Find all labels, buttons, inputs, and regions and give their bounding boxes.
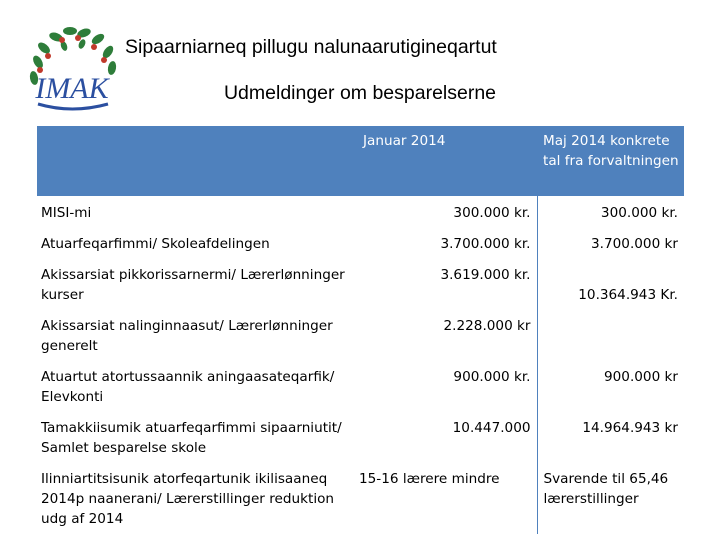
row-jan-value: 3.619.000 kr. <box>355 258 537 309</box>
table-row <box>37 227 684 258</box>
column-header-jan: Januar 2014 <box>355 126 537 196</box>
table-row <box>37 360 684 411</box>
row-label: Akissarsiat nalinginnaasut/ Lærerlønninger generelt <box>37 309 355 360</box>
column-header-maj: Maj 2014 konkrete tal fra forvaltningen <box>537 126 684 196</box>
row-maj-value: 900.000 kr <box>537 360 684 411</box>
row-maj-value: 3.700.000 kr <box>537 227 684 258</box>
row-label: Tamakkiisumik atuarfeqarfimmi sipaarniutit/ Samlet besparelse skole <box>37 411 355 462</box>
row-maj-value-merged: 10.364.943 Kr. <box>537 258 684 360</box>
row-label: Akissarsiat pikkorissarnermi/ Lærerlønninger kurser <box>37 258 355 309</box>
row-jan-value: 2.228.000 kr <box>355 309 537 360</box>
row-jan-value: 300.000 kr. <box>355 196 537 227</box>
row-label: Atuarfeqarfimmi/ Skoleafdelingen <box>37 227 355 258</box>
row-jan-value: 10.447.000 <box>355 411 537 462</box>
row-jan-value: 3.700.000 kr. <box>355 227 537 258</box>
row-maj-value: Svarende til 65,46 lærerstillinger <box>537 462 684 534</box>
row-maj-value: 14.964.943 kr <box>537 411 684 462</box>
row-label: Atuartut atortussaannik aningaasateqarfik/ Elevkonti <box>37 360 355 411</box>
page-title: Sipaarniarneq pillugu nalunaarutigineqartut <box>125 36 497 58</box>
logo-text: IMAK <box>35 72 109 105</box>
row-label: MISI-mi <box>37 196 355 227</box>
row-maj-value: 300.000 kr. <box>537 196 684 227</box>
row-jan-value: 15-16 lærere mindre <box>355 462 537 534</box>
savings-table <box>37 126 684 534</box>
table-row <box>37 258 684 309</box>
table-row <box>37 462 684 534</box>
table-row <box>37 411 684 462</box>
row-label: Ilinniartitsisunik atorfeqartunik ikilisaaneq 2014p naanerani/ Lærerstillinger reduktion udg af 2014 <box>37 462 355 534</box>
row-jan-value: 900.000 kr. <box>355 360 537 411</box>
page-subtitle: Udmeldinger om besparelserne <box>223 82 497 104</box>
table-row <box>37 196 684 227</box>
table-header-row <box>37 126 684 196</box>
column-header-label <box>37 126 355 196</box>
